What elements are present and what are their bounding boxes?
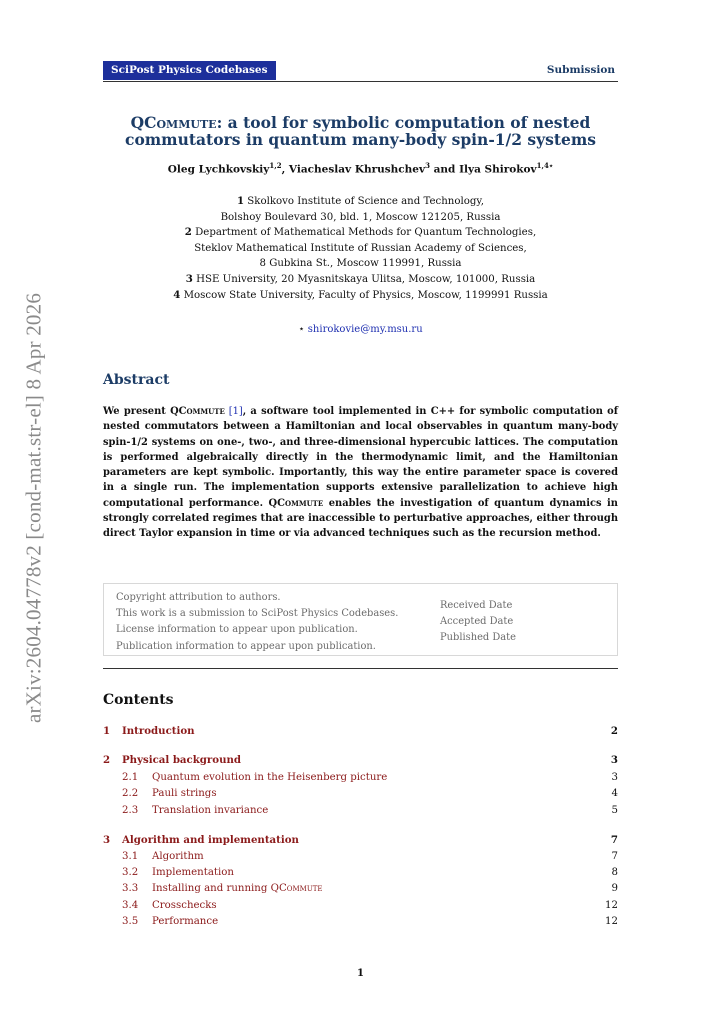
title-line2: commutators in quantum many-body spin-1/2 systems bbox=[125, 130, 596, 149]
affiliations bbox=[103, 194, 618, 303]
title-line1-rest: : a tool for symbolic computation of nested bbox=[216, 113, 591, 132]
author-2: Viacheslav Khrushchev bbox=[288, 163, 426, 176]
toc-number: 3.3 bbox=[122, 883, 139, 894]
toc-label[interactable]: Crosschecks bbox=[152, 900, 217, 911]
toc-number: 1 bbox=[103, 725, 111, 737]
toc-label[interactable]: Algorithm bbox=[152, 851, 204, 862]
author-1-affil: 1,2 bbox=[269, 161, 282, 170]
email-link[interactable]: shirokovie@my.msu.ru bbox=[307, 324, 423, 335]
toc-number: 2.3 bbox=[122, 805, 139, 816]
toc-page: 12 bbox=[605, 916, 618, 927]
author-sep-2: and bbox=[429, 163, 460, 176]
toc-number: 2 bbox=[103, 754, 111, 766]
abstract-heading: Abstract bbox=[103, 372, 170, 388]
publication-info-box bbox=[103, 583, 618, 656]
toc-number: 3 bbox=[103, 834, 111, 846]
header-rule bbox=[103, 81, 618, 82]
toc-label[interactable]: Installing and running QCommute bbox=[152, 883, 323, 894]
toc-number: 3.5 bbox=[122, 916, 139, 927]
affiliation-line: 2 Department of Mathematical Methods for Quantum Technologies, bbox=[184, 226, 537, 239]
submission-label: Submission bbox=[546, 64, 615, 76]
author-1: Oleg Lychkovskiy bbox=[167, 163, 270, 176]
dates-info: Received Date Accepted Date Published Date bbox=[440, 600, 516, 644]
affiliation-line: 1 Skolkovo Institute of Science and Technology, bbox=[236, 195, 485, 207]
toc-page: 2 bbox=[610, 725, 618, 737]
toc-page: 9 bbox=[611, 883, 618, 894]
toc-page: 3 bbox=[610, 754, 618, 766]
toc-label[interactable]: Implementation bbox=[152, 867, 234, 878]
toc-label[interactable]: Introduction bbox=[122, 725, 195, 737]
affiliation-line: Bolshoy Boulevard 30, bld. 1, Moscow 121205, Russia bbox=[220, 211, 501, 223]
toc-page: 3 bbox=[611, 772, 618, 783]
corresponding-email bbox=[103, 324, 618, 335]
author-3: Ilya Shirokov bbox=[459, 163, 537, 176]
toc-label[interactable]: Physical background bbox=[122, 754, 242, 766]
author-2-affil: 3 bbox=[425, 161, 430, 170]
toc-label[interactable]: Quantum evolution in the Heisenberg picture bbox=[152, 772, 388, 783]
toc-page: 7 bbox=[611, 851, 618, 862]
journal-badge[interactable]: SciPost Physics Codebases bbox=[103, 61, 276, 80]
affiliation-line: 3 HSE University, 20 Myasnitskaya Ulitsa, Moscow, 101000, Russia bbox=[185, 272, 536, 285]
toc-number: 2.2 bbox=[122, 788, 139, 799]
author-list bbox=[103, 161, 618, 176]
page-number: 1 bbox=[357, 968, 364, 979]
title-prefix: QC bbox=[130, 113, 157, 132]
toc-number: 2.1 bbox=[122, 772, 139, 783]
abstract-text: We present QCommute [1], a software tool implemented in C++ for symbolic computation of nested commutators between a Hamiltonian and local observables in quantum many-body spin-1/2 systems on one-, two-, and three-dimensional hypercubic lattices. The computation is performed algebraically directly in the thermodynamic limit, and the Hamiltonian parameters are kept symbolic. Importantly, this way the entire parameter space is covered in a single run. The implementation supports extensive parallelization to achieve high computational performance. QCommute enables the investigation of quantum dynamics in strongly correlated regimes that are inaccessible to perturbative approaches, either through direct Taylor expansion in time or via advanced techniques such as the recursion method. bbox=[103, 406, 618, 540]
toc-page: 7 bbox=[610, 834, 618, 846]
arxiv-sidebar bbox=[14, 258, 54, 758]
toc-number: 3.4 bbox=[122, 900, 139, 911]
toc-page: 8 bbox=[611, 867, 618, 878]
title-smallcaps: ommute bbox=[156, 113, 217, 132]
affiliation-line: 8 Gubkina St., Moscow 119991, Russia bbox=[259, 258, 462, 270]
toc-number: 3.1 bbox=[122, 851, 139, 862]
author-sep-1: , bbox=[281, 163, 289, 176]
toc-page: 4 bbox=[611, 788, 618, 799]
toc-label[interactable]: Performance bbox=[152, 916, 219, 927]
toc-page: 12 bbox=[605, 900, 618, 911]
star-icon: ⋆ bbox=[298, 324, 305, 335]
toc-label[interactable]: Pauli strings bbox=[152, 788, 217, 799]
contents-heading: Contents bbox=[103, 692, 174, 708]
reference-link[interactable]: [1] bbox=[224, 406, 243, 417]
author-3-affil: 1,4⋆ bbox=[536, 161, 554, 170]
copyright-info: Copyright attribution to authors. This work is a submission to SciPost Physics Codebases. License information to appear upon publication. Publication information to appear upon publication. bbox=[116, 592, 399, 652]
arxiv-identifier: arXiv:2604.04778v2 [cond-mat.str-el] 8 Apr 2026 bbox=[21, 292, 46, 724]
toc-page: 5 bbox=[611, 805, 618, 816]
section-rule bbox=[103, 668, 618, 669]
affiliation-line: Steklov Mathematical Institute of Russian Academy of Sciences, bbox=[194, 242, 527, 254]
toc-label[interactable]: Translation invariance bbox=[152, 805, 269, 816]
toc-label[interactable]: Algorithm and implementation bbox=[122, 834, 299, 846]
affiliation-line: 4 Moscow State University, Faculty of Physics, Moscow, 1199991 Russia bbox=[173, 288, 548, 301]
toc-number: 3.2 bbox=[122, 867, 139, 878]
paper-title bbox=[103, 114, 618, 148]
